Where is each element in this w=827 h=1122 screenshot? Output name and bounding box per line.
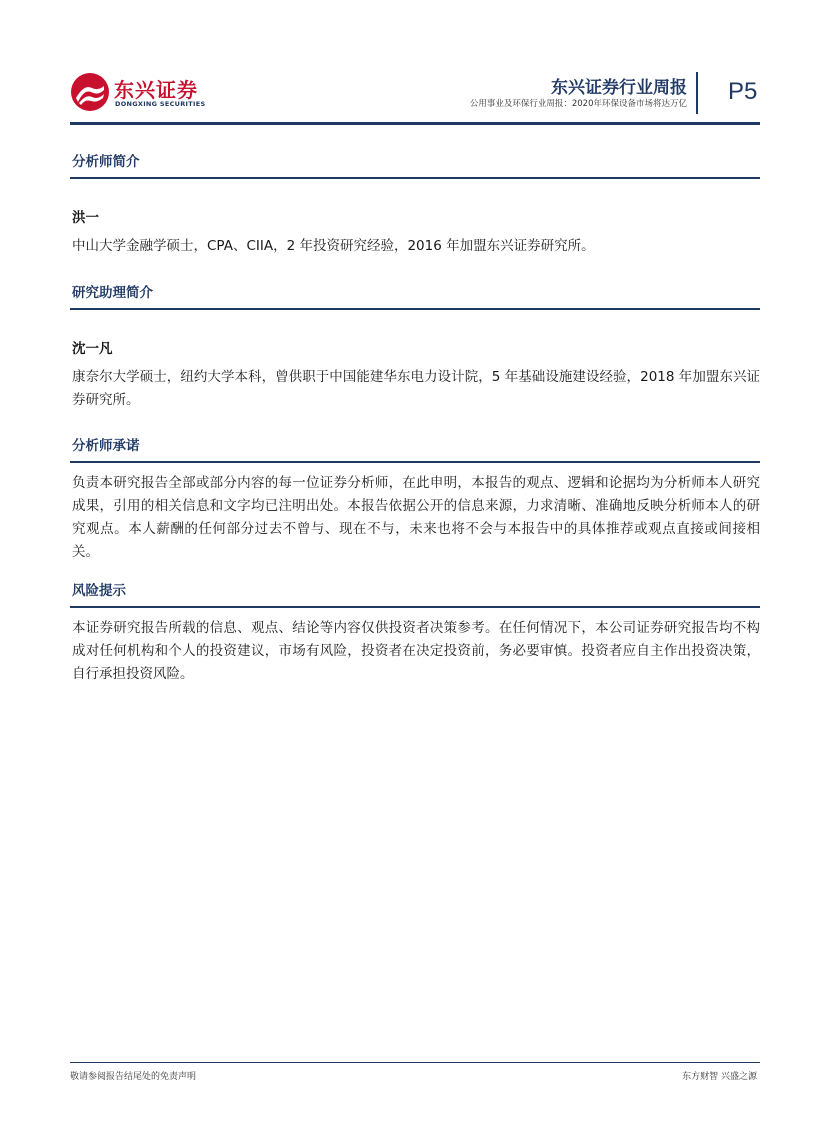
footer-slogan: 东方财智 兴盛之源 xyxy=(682,1072,757,1082)
footer-rule xyxy=(70,1062,760,1063)
section-rule xyxy=(70,461,760,463)
logo-english-name: DONGXING SECURITIES xyxy=(115,100,206,108)
analyst-name: 洪一 xyxy=(72,210,99,226)
section-heading: 研究助理简介 xyxy=(72,285,153,301)
footer-disclaimer-note: 敬请参阅报告结尾处的免责声明 xyxy=(70,1072,197,1082)
section-analyst-pledge xyxy=(70,436,760,564)
assistant-bio: 康奈尔大学硕士，纽约大学本科，曾供职于中国能建华东电力设计院，5 年基础设施建设经验，2018 年加盟东兴证券研究所。 xyxy=(72,369,760,408)
page-number: P5 xyxy=(728,78,758,105)
analyst-bio: 中山大学金融学硕士，CPA、CIIA，2 年投资研究经验，2016 年加盟东兴证券研究所。 xyxy=(72,238,595,254)
header-rule xyxy=(70,122,760,125)
dongxing-logo-icon xyxy=(70,72,110,112)
risk-text: 本证券研究报告所载的信息、观点、结论等内容仅供投资者决策参考。在任何情况下，本公司证券研究报告均不构成对任何机构和个人的投资建议，市场有风险，投资者在决定投资前，务必要审慎。投资者应自主作出投资决策，自行承担投资风险。 xyxy=(72,620,760,682)
section-heading: 分析师简介 xyxy=(72,154,140,170)
pledge-text: 负责本研究报告全部或部分内容的每一位证券分析师，在此申明，本报告的观点、逻辑和论据均为分析师本人研究成果，引用的相关信息和文字均已注明出处。本报告依据公开的信息来源，力求清晰、准确地反映分析师本人的研究观点。本人薪酬的任何部分过去不曾与、现在不与，未来也将不会与本报告中的具体推荐或观点直接或间接相关。 xyxy=(72,475,760,560)
logo-chinese-name: 东兴证券 xyxy=(114,78,198,102)
section-rule xyxy=(70,177,760,179)
company-logo xyxy=(70,72,210,116)
section-assistant-intro xyxy=(70,283,760,412)
section-heading: 风险提示 xyxy=(72,583,126,599)
header-divider xyxy=(696,72,698,114)
section-risk-warning xyxy=(70,581,760,686)
section-rule xyxy=(70,606,760,608)
assistant-name: 沈一凡 xyxy=(72,341,113,357)
section-rule xyxy=(70,308,760,310)
report-series-title: 东兴证券行业周报 xyxy=(551,78,687,98)
report-subtitle: 公用事业及环保行业周报：2020年环保设备市场将达万亿 xyxy=(469,99,687,109)
section-heading: 分析师承诺 xyxy=(72,438,140,454)
section-analyst-intro xyxy=(70,152,760,258)
